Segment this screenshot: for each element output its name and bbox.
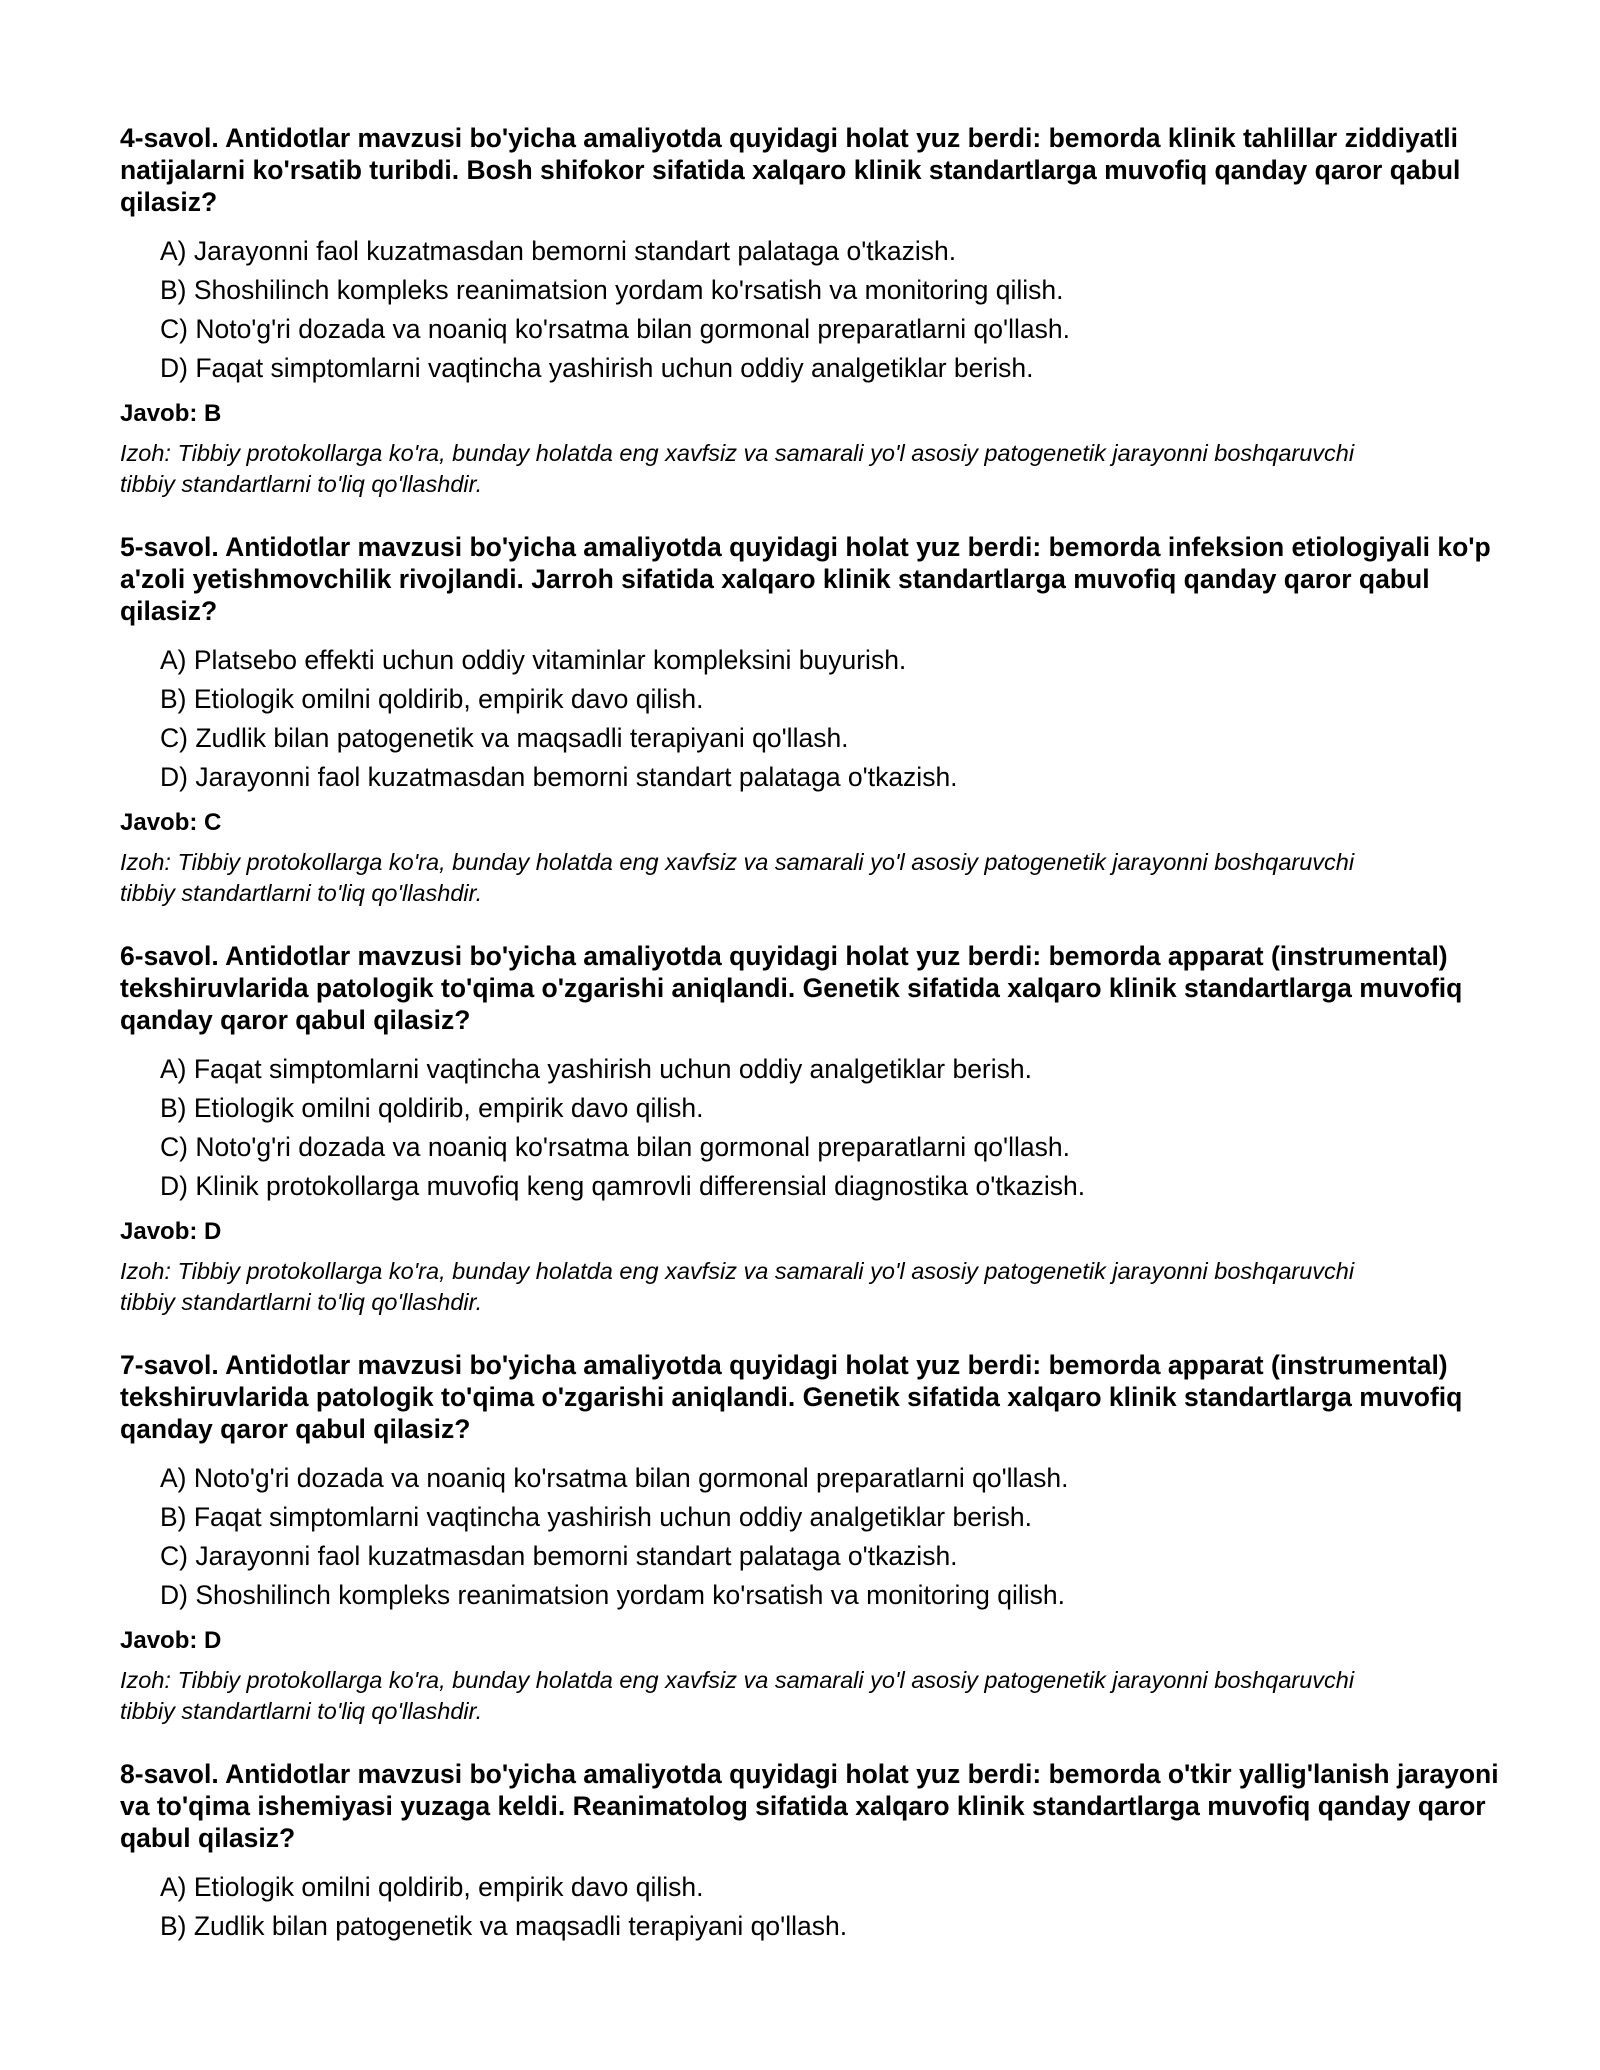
option-d: D) Shoshilinch kompleks reanimatsion yordam ko'rsatish va monitoring qilish. bbox=[160, 1580, 1065, 1610]
option-d: D) Jarayonni faol kuzatmasdan bemorni standart palataga o'tkazish. bbox=[160, 762, 958, 792]
option-a: A) Etiologik omilni qoldirib, empirik davo qilish. bbox=[160, 1872, 704, 1902]
option-b: B) Etiologik omilni qoldirib, empirik davo qilish. bbox=[160, 1093, 704, 1123]
answer-label: Javob: D bbox=[120, 1627, 222, 1654]
option-d: D) Klinik protokollarga muvofiq keng qamrovli differensial diagnostika o'tkazish. bbox=[160, 1171, 1086, 1201]
explanation-text: Izoh: Tibbiy protokollarga ko'ra, bunday holatda eng xavfsiz va samarali yo'l asosiy patogenetik jarayonni boshqaruvchi tibbiy standartlarni to'liq qo'llashdir. bbox=[120, 1667, 1355, 1724]
option-a: A) Noto'g'ri dozada va noaniq ko'rsatma bilan gormonal preparatlarni qo'llash. bbox=[160, 1463, 1069, 1493]
option-d: D) Faqat simptomlarni vaqtincha yashirish uchun oddiy analgetiklar berish. bbox=[160, 353, 1034, 383]
question-text: 7-savol. Antidotlar mavzusi bo'yicha amaliyotda quyidagi holat yuz berdi: bemorda apparat (instrumental) tekshiruvlarida patologik to'qima o'zgarishi aniqlandi. Genetik sifatida xalqaro klinik standartlarga muvofiq qanday qaror qabul qilasiz? bbox=[120, 1350, 1463, 1444]
explanation-text: Izoh: Tibbiy protokollarga ko'ra, bunday holatda eng xavfsiz va samarali yo'l asosiy patogenetik jarayonni boshqaruvchi tibbiy standartlarni to'liq qo'llashdir. bbox=[120, 849, 1355, 906]
question-block bbox=[120, 531, 1500, 909]
option-c: C) Zudlik bilan patogenetik va maqsadli terapiyani qo'llash. bbox=[160, 723, 849, 753]
options-list bbox=[160, 232, 1500, 388]
option-b: B) Etiologik omilni qoldirib, empirik davo qilish. bbox=[160, 684, 704, 714]
explanation-text: Izoh: Tibbiy protokollarga ko'ra, bunday holatda eng xavfsiz va samarali yo'l asosiy patogenetik jarayonni boshqaruvchi tibbiy standartlarni to'liq qo'llashdir. bbox=[120, 1258, 1355, 1315]
question-text: 5-savol. Antidotlar mavzusi bo'yicha amaliyotda quyidagi holat yuz berdi: bemorda infeksion etiologiyali ko'p a'zoli yetishmovchilik rivojlandi. Jarroh sifatida xalqaro klinik standartlarga muvofiq qanday qaror qabul qilasiz? bbox=[120, 532, 1491, 626]
option-a: A) Jarayonni faol kuzatmasdan bemorni standart palataga o'tkazish. bbox=[160, 236, 957, 266]
answer-label: Javob: B bbox=[120, 400, 222, 427]
question-block bbox=[120, 940, 1500, 1318]
option-c: C) Noto'g'ri dozada va noaniq ko'rsatma bilan gormonal preparatlarni qo'llash. bbox=[160, 1132, 1070, 1162]
option-c: C) Jarayonni faol kuzatmasdan bemorni standart palataga o'tkazish. bbox=[160, 1541, 958, 1571]
option-a: A) Faqat simptomlarni vaqtincha yashirish uchun oddiy analgetiklar berish. bbox=[160, 1054, 1032, 1084]
option-b: B) Zudlik bilan patogenetik va maqsadli terapiyani qo'llash. bbox=[160, 1911, 848, 1941]
answer-label: Javob: C bbox=[120, 809, 222, 836]
explanation-text: Izoh: Tibbiy protokollarga ko'ra, bunday holatda eng xavfsiz va samarali yo'l asosiy patogenetik jarayonni boshqaruvchi tibbiy standartlarni to'liq qo'llashdir. bbox=[120, 440, 1355, 497]
option-a: A) Platsebo effekti uchun oddiy vitaminlar kompleksini buyurish. bbox=[160, 645, 907, 675]
option-b: B) Faqat simptomlarni vaqtincha yashirish uchun oddiy analgetiklar berish. bbox=[160, 1502, 1032, 1532]
question-text: 8-savol. Antidotlar mavzusi bo'yicha amaliyotda quyidagi holat yuz berdi: bemorda o'tkir yallig'lanish jarayoni va to'qima ishemiyasi yuzaga keldi. Reanimatolog sifatida xalqaro klinik standartlarga muvofiq qanday qaror qabul qilasiz? bbox=[120, 1759, 1499, 1853]
question-block bbox=[120, 122, 1500, 500]
question-text: 4-savol. Antidotlar mavzusi bo'yicha amaliyotda quyidagi holat yuz berdi: bemorda klinik tahlillar ziddiyatli natijalarni ko'rsatib turibdi. Bosh shifokor sifatida xalqaro klinik standartlarga muvofiq qanday qaror qabul qilasiz? bbox=[120, 123, 1461, 217]
question-block bbox=[120, 1758, 1500, 1946]
question-block bbox=[120, 1349, 1500, 1727]
options-list bbox=[160, 1868, 1500, 1946]
options-list bbox=[160, 641, 1500, 797]
option-b: B) Shoshilinch kompleks reanimatsion yordam ko'rsatish va monitoring qilish. bbox=[160, 275, 1064, 305]
options-list bbox=[160, 1459, 1500, 1615]
option-c: C) Noto'g'ri dozada va noaniq ko'rsatma bilan gormonal preparatlarni qo'llash. bbox=[160, 314, 1070, 344]
options-list bbox=[160, 1050, 1500, 1206]
answer-label: Javob: D bbox=[120, 1218, 222, 1245]
question-text: 6-savol. Antidotlar mavzusi bo'yicha amaliyotda quyidagi holat yuz berdi: bemorda apparat (instrumental) tekshiruvlarida patologik to'qima o'zgarishi aniqlandi. Genetik sifatida xalqaro klinik standartlarga muvofiq qanday qaror qabul qilasiz? bbox=[120, 941, 1463, 1035]
